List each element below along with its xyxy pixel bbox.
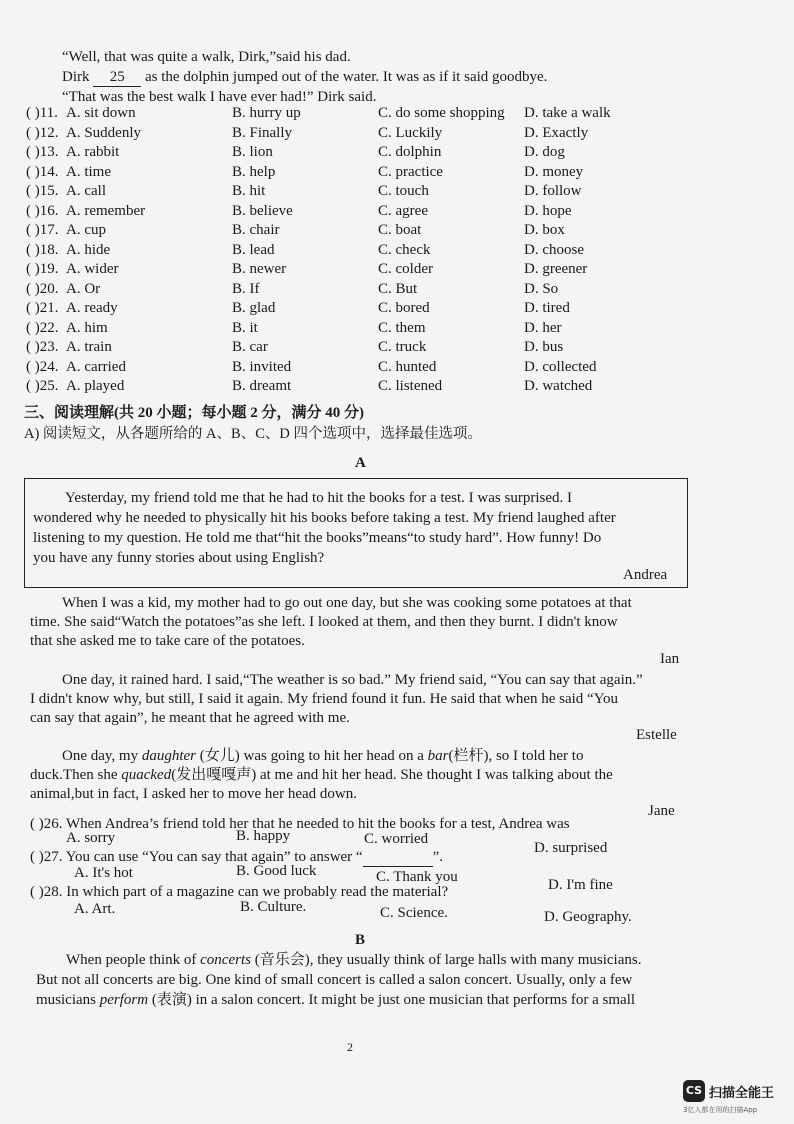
option-c: C. colder <box>378 261 433 277</box>
option-d: D. tired <box>524 300 570 316</box>
cloze-question-14 <box>26 164 706 183</box>
question-number: ( )20. <box>26 280 59 297</box>
question-28-number: ( )28. <box>30 884 63 900</box>
option-a: A. sit down <box>66 105 136 121</box>
cloze-question-12 <box>26 125 706 144</box>
word-perform: perform <box>99 992 149 1008</box>
q28-option-a: A. Art. <box>74 901 116 917</box>
option-c: C. check <box>378 241 431 258</box>
option-d: D. hope <box>524 202 572 219</box>
cloze-question-22 <box>26 320 706 339</box>
cloze-question-13 <box>26 144 706 163</box>
option-b: B. chair <box>232 222 280 238</box>
option-d: D. So <box>524 280 559 297</box>
option-c: C. dolphin <box>378 144 442 160</box>
q27-option-a: A. It's hot <box>74 865 133 881</box>
estelle-line-3: can say that again”, he meant that he agreed with me. <box>30 710 350 726</box>
option-b: B. glad <box>232 300 276 316</box>
question-26-number: ( )26. <box>30 816 63 832</box>
passage-b-line-3: musicians perform (表演) in a salon concert. It might be just one musician that performs for a small <box>36 992 636 1008</box>
cloze-question-19 <box>26 261 706 280</box>
question-number: ( )11. <box>26 105 58 121</box>
option-a: A. played <box>66 378 125 394</box>
question-27-stem: You can use “You can say that again” to answer “ <box>65 849 363 865</box>
option-a: A. time <box>66 163 111 180</box>
cloze-question-17 <box>26 222 706 241</box>
option-a: A. ready <box>66 300 118 316</box>
word-daughter: daughter <box>141 748 197 764</box>
q27-option-c: C. Thank you <box>376 869 458 885</box>
option-d: D. collected <box>524 358 597 375</box>
story-line-3: “That was the best walk I have ever had!” Dirk said. <box>62 89 377 105</box>
option-b: B. hurry up <box>232 105 301 121</box>
option-c: C. But <box>378 280 418 297</box>
question-26-stem: When Andrea’s friend told her that he needed to hit the books for a test, Andrea was <box>65 816 570 832</box>
estelle-line-1: One day, it rained hard. I said,“The weather is so bad.” My friend said, “You can say that again.” <box>62 672 643 688</box>
story-line-2-end: as the dolphin jumped out of the water. It was as if it said goodbye. <box>145 69 548 85</box>
passage-b-label: B <box>355 932 366 948</box>
option-b: B. dreamt <box>232 378 292 394</box>
option-d: D. bus <box>524 339 564 355</box>
option-d: D. choose <box>524 241 584 258</box>
section-3-heading: 三、阅读理解(共 20 小题；每小题 2 分，满分 40 分) <box>24 405 364 421</box>
option-d: D. dog <box>524 144 565 160</box>
scanner-app-logo <box>683 1080 783 1114</box>
option-a: A. call <box>66 183 106 199</box>
option-d: D. money <box>524 163 584 180</box>
box-line-3: listening to my question. He told me that“hit the books”means“to study hard”. How funny! Do <box>33 530 602 546</box>
author-ian: Ian <box>660 651 680 667</box>
box-line-4: you have any funny stories about using English? <box>33 550 325 566</box>
option-b: B. believe <box>232 202 293 219</box>
story-line-2-start: Dirk <box>62 69 90 85</box>
q26-option-c: C. worried <box>364 831 429 847</box>
author-andrea: Andrea <box>623 567 668 583</box>
cloze-question-18 <box>26 242 706 261</box>
box-line-1: Yesterday, my friend told me that he had to hit the books for a test. I was surprised. I <box>65 490 572 506</box>
option-a: A. cup <box>66 222 106 238</box>
option-d: D. greener <box>524 261 588 277</box>
box-line-2: wondered why he needed to physically hit his books before taking a test. My friend laughed after <box>33 510 616 526</box>
question-27-stem-end: ”. <box>432 849 444 865</box>
answer-blank-27 <box>363 848 433 867</box>
scanner-app-name: 扫描全能王 <box>709 1086 775 1101</box>
question-number: ( )21. <box>26 300 59 316</box>
question-27-number: ( )27. <box>30 849 63 865</box>
option-c: C. do some shopping <box>378 105 505 121</box>
ian-line-1: When I was a kid, my mother had to go out one day, but she was cooking some potatoes at that <box>62 595 632 611</box>
story-line-1: “Well, that was quite a walk, Dirk,”said his dad. <box>62 49 351 65</box>
passage-b-line-1: When people think of concerts (音乐会), they usually think of large halls with many musicians. <box>66 952 642 968</box>
story-line-2 <box>62 68 547 87</box>
answer-blank-25: 25 <box>93 68 141 87</box>
question-number: ( )14. <box>26 163 59 180</box>
option-a: A. Suddenly <box>66 124 141 141</box>
q26-option-a: A. sorry <box>66 830 116 846</box>
option-b: B. car <box>232 339 268 355</box>
q27-option-d: D. I'm fine <box>548 877 613 893</box>
question-number: ( )24. <box>26 358 59 375</box>
author-jane: Jane <box>648 803 675 819</box>
author-estelle: Estelle <box>636 727 677 743</box>
option-d: D. Exactly <box>524 124 589 141</box>
option-d: D. her <box>524 319 562 336</box>
q28-option-b: B. Culture. <box>240 899 307 915</box>
andrea-story-box <box>24 478 688 588</box>
question-number: ( )25. <box>26 378 59 394</box>
option-a: A. remember <box>66 202 146 219</box>
option-c: C. practice <box>378 163 443 180</box>
option-a: A. train <box>66 339 112 355</box>
word-concerts: concerts <box>200 952 251 968</box>
cloze-question-24 <box>26 359 706 378</box>
option-d: D. follow <box>524 183 582 199</box>
passage-b-line-2: But not all concerts are big. One kind of small concert is called a salon concert. Usually, only a few <box>36 972 633 988</box>
word-bar: bar <box>427 748 449 764</box>
section-3-instruction: A) 阅读短文，从各题所给的 A、B、C、D 四个选项中，选择最佳选项。 <box>24 426 482 442</box>
option-c: C. agree <box>378 202 428 219</box>
ian-line-2: time. She said“Watch the potatoes”as she left. I looked at them, and then they burnt. I didn't know <box>30 614 618 630</box>
option-d: D. box <box>524 222 565 238</box>
estelle-line-2: I didn't know why, but still, I said it again. My friend found it fun. He said that when he said “You <box>30 691 619 707</box>
q28-option-c: C. Science. <box>380 905 448 921</box>
cloze-question-11 <box>26 105 706 124</box>
scanner-app-tagline: 3亿人都在用的扫描App <box>683 1106 758 1114</box>
question-28-stem: In which part of a magazine can we probably read the material? <box>66 884 449 900</box>
camscanner-icon: CS <box>683 1080 705 1102</box>
cloze-question-15 <box>26 183 706 202</box>
cloze-question-16 <box>26 203 706 222</box>
option-b: B. newer <box>232 261 287 277</box>
option-c: C. listened <box>378 378 443 394</box>
option-c: C. hunted <box>378 358 437 375</box>
cloze-question-25 <box>26 378 706 397</box>
q26-option-d: D. surprised <box>534 840 608 856</box>
page-number: 2 <box>347 1040 353 1054</box>
cloze-question-20 <box>26 281 706 300</box>
option-d: D. watched <box>524 378 593 394</box>
question-number: ( )22. <box>26 319 59 336</box>
question-number: ( )12. <box>26 124 59 141</box>
cloze-question-23 <box>26 339 706 358</box>
option-b: B. lion <box>232 144 273 160</box>
word-quacked: quacked <box>121 767 172 783</box>
q28-option-d: D. Geography. <box>544 909 632 925</box>
jane-line-1: One day, my daughter (女儿) was going to hit her head on a bar(栏杆), so I told her to <box>62 748 584 764</box>
option-b: B. hit <box>232 183 266 199</box>
option-c: C. truck <box>378 339 427 355</box>
option-a: A. carried <box>66 358 126 375</box>
option-a: A. wider <box>66 261 119 277</box>
option-c: C. bored <box>378 300 430 316</box>
cloze-question-21 <box>26 300 706 319</box>
q26-option-b: B. happy <box>236 828 291 844</box>
question-number: ( )16. <box>26 202 59 219</box>
option-c: C. Luckily <box>378 124 443 141</box>
option-a: A. Or <box>66 280 101 297</box>
q27-option-b: B. Good luck <box>236 863 317 879</box>
option-d: D. take a walk <box>524 105 611 121</box>
question-number: ( )18. <box>26 241 59 258</box>
question-number: ( )17. <box>26 222 59 238</box>
option-c: C. boat <box>378 222 422 238</box>
option-c: C. them <box>378 319 426 336</box>
question-number: ( )15. <box>26 183 59 199</box>
option-a: A. him <box>66 319 108 336</box>
option-a: A. rabbit <box>66 144 120 160</box>
question-number: ( )23. <box>26 339 59 355</box>
option-b: B. it <box>232 319 258 336</box>
question-number: ( )13. <box>26 144 59 160</box>
ian-line-3: that she asked me to take care of the potatoes. <box>30 633 305 649</box>
option-b: B. If <box>232 280 260 297</box>
jane-line-3: animal,but in fact, I asked her to move her head down. <box>30 786 357 802</box>
passage-a-label: A <box>355 455 366 471</box>
option-b: B. lead <box>232 241 275 258</box>
option-b: B. Finally <box>232 124 293 141</box>
option-b: B. invited <box>232 358 292 375</box>
option-c: C. touch <box>378 183 429 199</box>
option-b: B. help <box>232 163 276 180</box>
jane-line-2: duck.Then she quacked(发出嘎嘎声) at me and hit her head. She thought I was talking about the <box>30 767 613 783</box>
option-a: A. hide <box>66 241 111 258</box>
question-number: ( )19. <box>26 261 59 277</box>
